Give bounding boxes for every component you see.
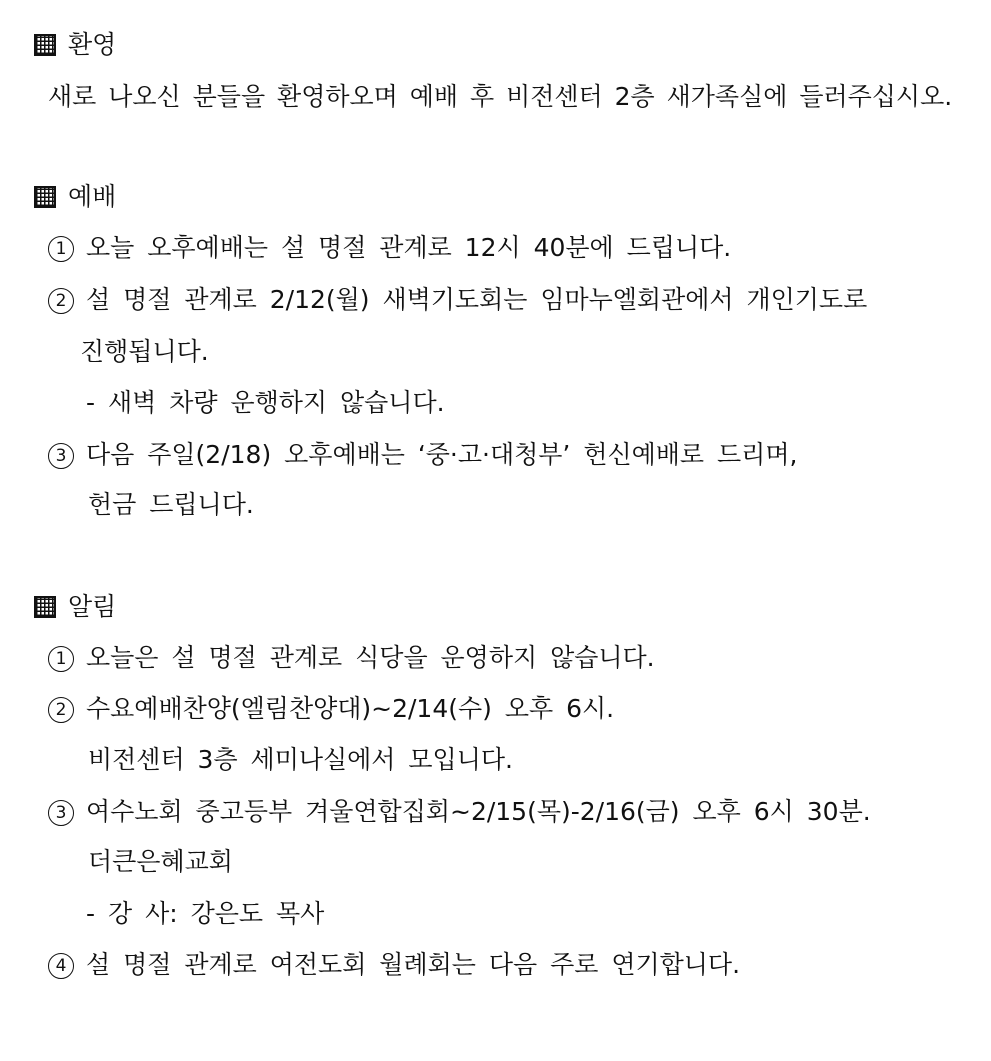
welcome-title: 환영 [68, 30, 117, 59]
worship-item-text: 설 명절 관계로 2/12(월) 새벽기도회는 임마누엘회관에서 개인기도로 [86, 285, 868, 314]
notice-item-4 [48, 948, 740, 982]
hatched-square-icon [34, 596, 56, 618]
notice-item-3 [48, 795, 871, 829]
notice-title: 알림 [68, 592, 117, 621]
circled-number: 4 [48, 953, 74, 979]
circled-number: 3 [48, 443, 74, 469]
section-heading-worship [34, 180, 116, 214]
section-heading-notice [34, 590, 116, 624]
notice-item-2-continuation: 비전센터 3층 세미나실에서 모입니다. [88, 745, 513, 774]
circled-number: 2 [48, 288, 74, 314]
notice-item-1 [48, 641, 655, 675]
worship-item-text: 다음 주일(2/18) 오후예배는 ‘중·고·대청부’ 헌신예배로 드리며, [86, 440, 798, 469]
circled-number: 3 [48, 800, 74, 826]
notice-item-3-sub: - 강 사: 강은도 목사 [86, 899, 325, 928]
circled-number: 2 [48, 697, 74, 723]
notice-item-2 [48, 692, 614, 726]
worship-title: 예배 [68, 182, 117, 211]
notice-item-text: 수요예배찬양(엘림찬양대)~2/14(수) 오후 6시. [86, 694, 615, 723]
notice-item-text: 설 명절 관계로 여전도회 월례회는 다음 주로 연기합니다. [86, 950, 741, 979]
worship-item-2-continuation: 진행됩니다. [80, 337, 209, 366]
notice-item-text: 여수노회 중고등부 겨울연합집회~2/15(목)-2/16(금) 오후 6시 30분. [86, 797, 871, 826]
section-heading-welcome [34, 28, 116, 62]
worship-item-2 [48, 283, 867, 317]
notice-item-3-continuation: 더큰은혜교회 [88, 847, 233, 876]
circled-number: 1 [48, 236, 74, 262]
hatched-square-icon [34, 186, 56, 208]
worship-item-text: 오늘 오후예배는 설 명절 관계로 12시 40분에 드립니다. [86, 233, 732, 262]
welcome-text: 새로 나오신 분들을 환영하오며 예배 후 비전센터 2층 새가족실에 들러주십시오. [48, 82, 953, 111]
worship-item-3-continuation: 헌금 드립니다. [88, 490, 254, 519]
notice-item-text: 오늘은 설 명절 관계로 식당을 운영하지 않습니다. [86, 643, 655, 672]
hatched-square-icon [34, 34, 56, 56]
worship-item-1 [48, 231, 731, 265]
circled-number: 1 [48, 646, 74, 672]
worship-item-2-sub: - 새벽 차량 운행하지 않습니다. [86, 388, 445, 417]
worship-item-3 [48, 438, 797, 472]
